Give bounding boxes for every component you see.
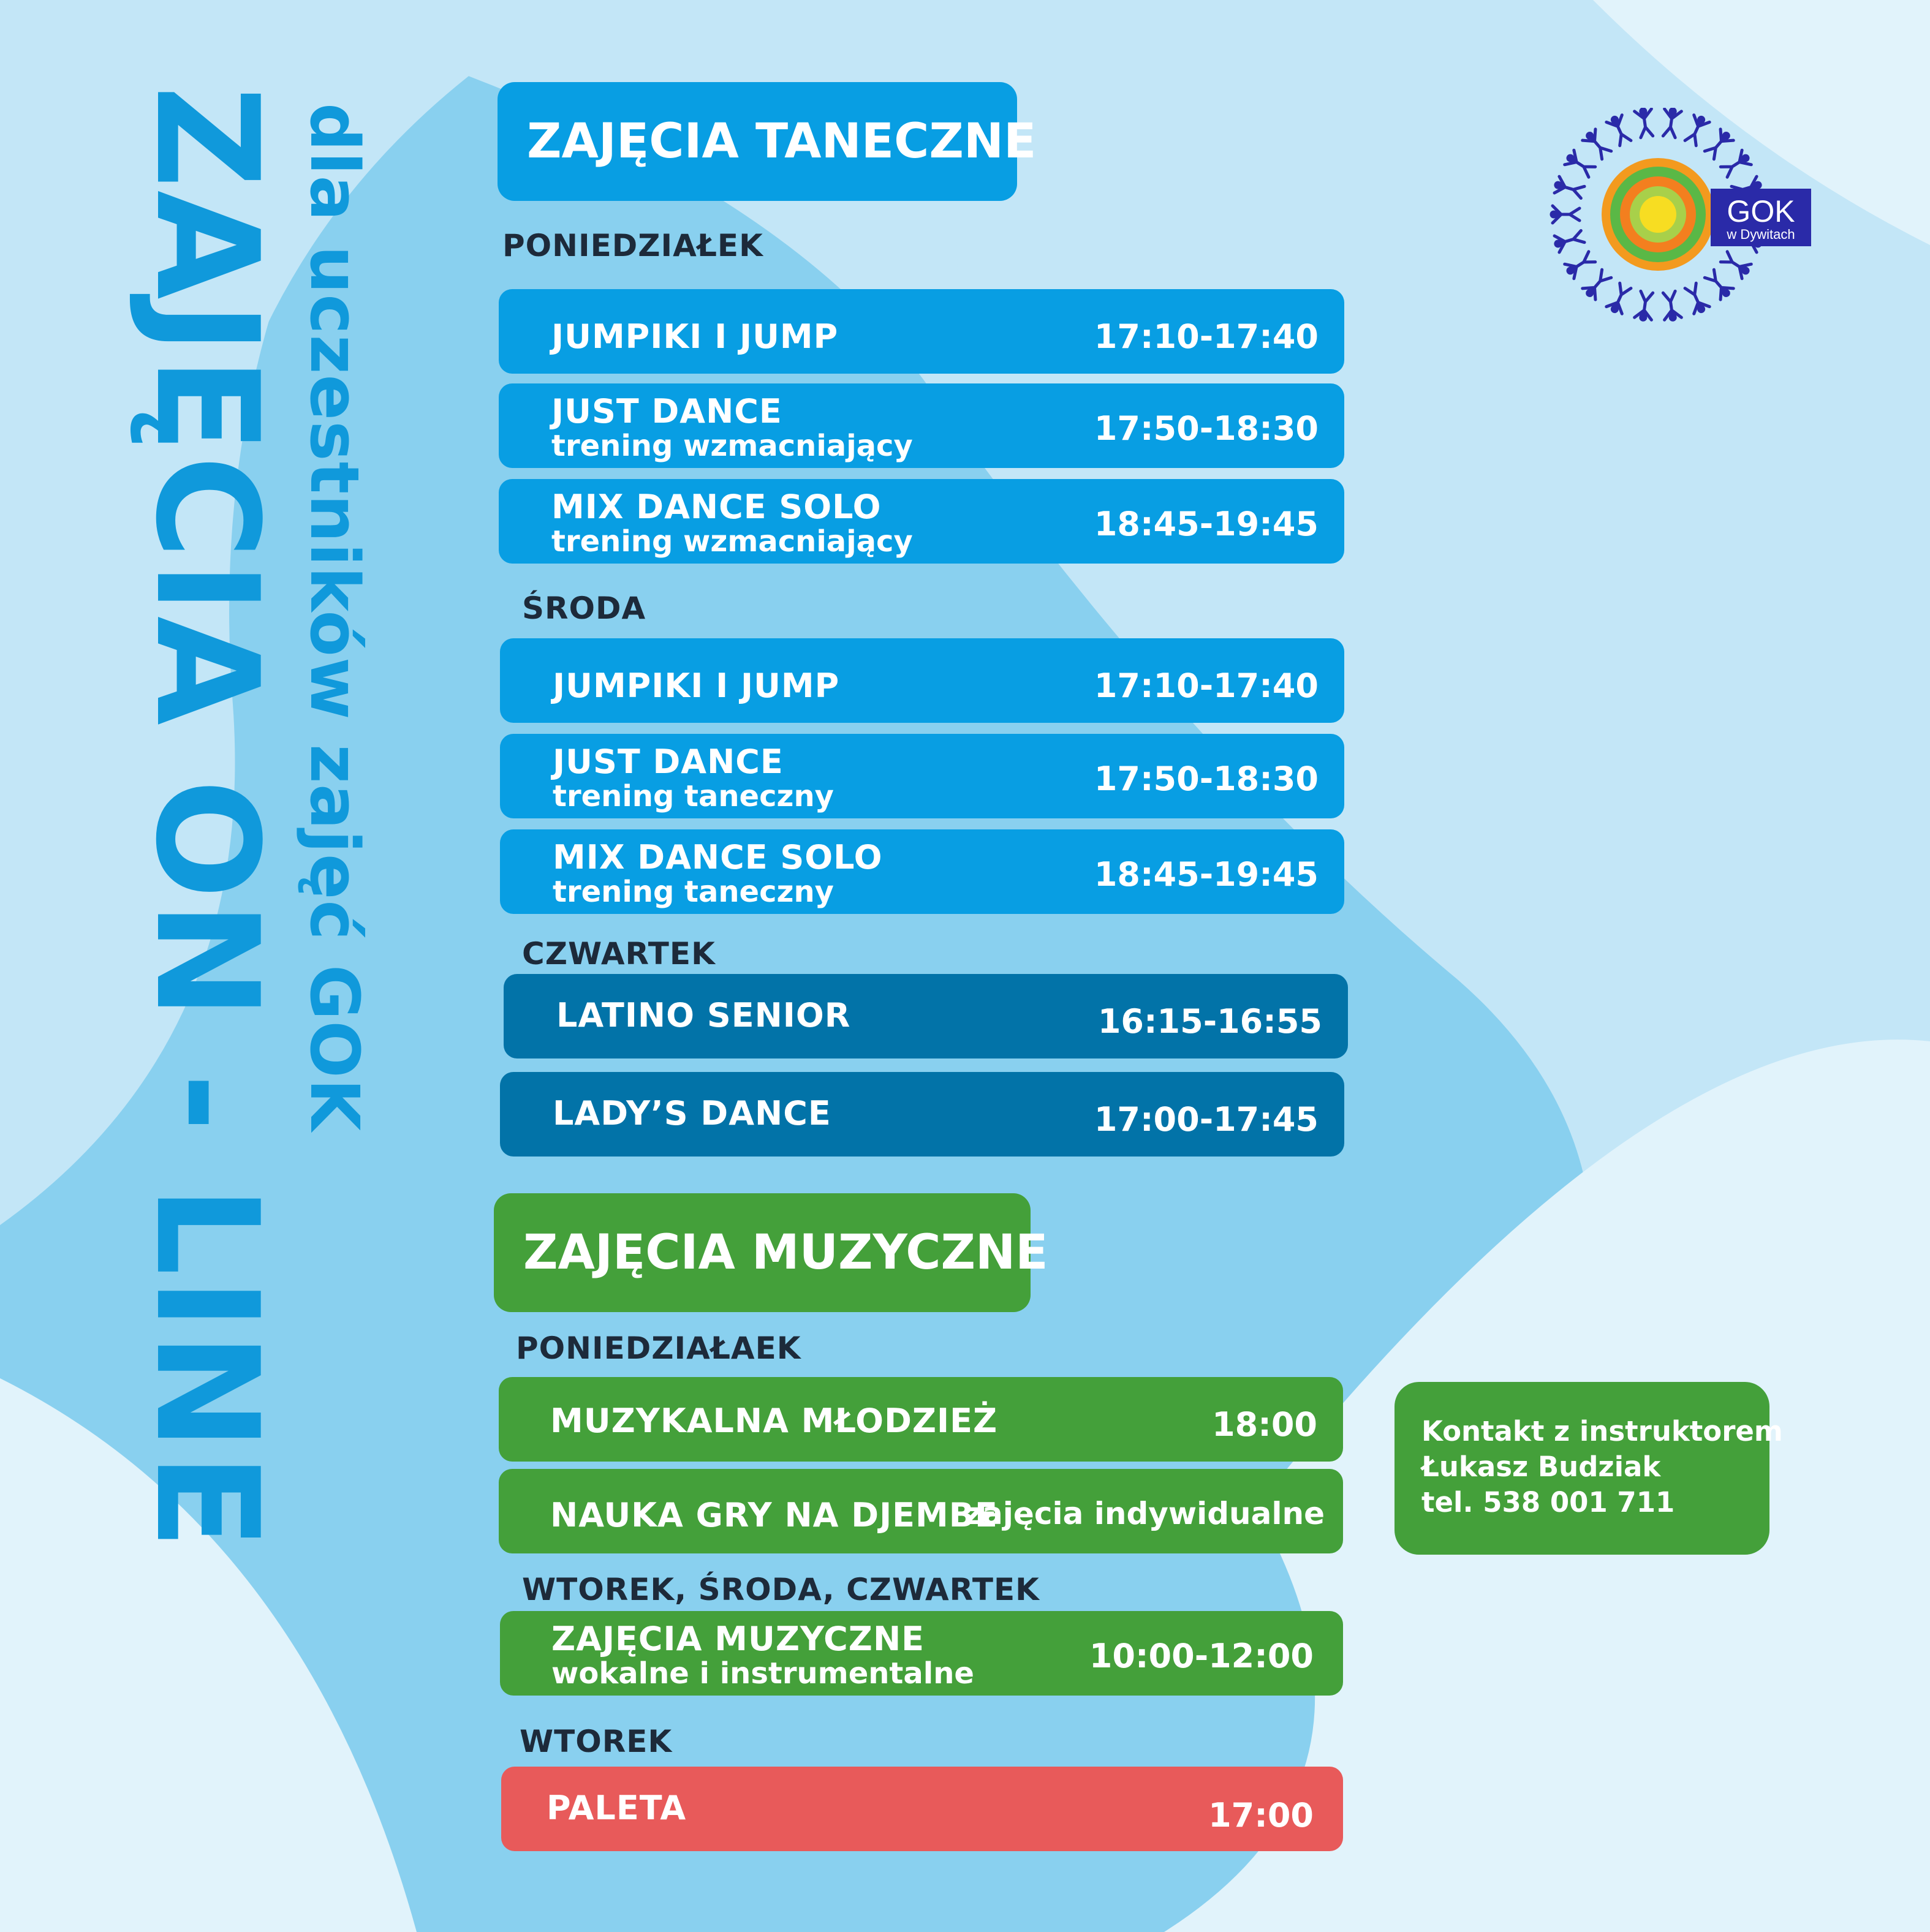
contact-heading: Kontakt z instruktorem [1421, 1415, 1783, 1447]
activity-name: JUST DANCE [553, 742, 784, 781]
dancer-figure [1605, 113, 1633, 146]
activity-time: zajęcia indywidualne [964, 1496, 1325, 1531]
activity-name: LADY’S DANCE [553, 1094, 831, 1133]
activity-time: 17:50-18:30 [1094, 760, 1319, 798]
vertical-title: ZAJĘCIA ON - LINE [124, 86, 288, 1552]
dancer-figure [1562, 149, 1597, 179]
schedule-row[interactable] [504, 974, 1348, 1058]
schedule-row[interactable] [499, 1469, 1343, 1553]
activity-name: JUST DANCE [551, 392, 782, 431]
activity-subtitle: trening taneczny [553, 875, 834, 909]
day-label-monday-music: PONIEDZIAŁAEK [516, 1330, 801, 1366]
activity-time: 17:00-17:45 [1094, 1100, 1319, 1139]
dancer-figure [1562, 249, 1597, 280]
activity-name: JUMPIKI I JUMP [553, 666, 840, 705]
dancer-figure [1552, 176, 1585, 200]
activity-subtitle: trening wzmacniający [551, 524, 913, 559]
dancer-figure [1703, 127, 1735, 161]
activity-time: 17:10-17:40 [1094, 317, 1319, 356]
activity-time: 17:00 [1208, 1796, 1314, 1835]
activity-name: NAUKA GRY NA DJEMBE [550, 1496, 998, 1534]
dancer-figure [1550, 206, 1580, 223]
dancer-figure [1682, 113, 1710, 146]
schedule-row[interactable] [500, 829, 1344, 914]
dancer-figure [1581, 268, 1613, 302]
activity-time: 16:15-16:55 [1097, 1002, 1322, 1041]
logo-subtext: w Dywitach [1727, 227, 1795, 242]
dancer-figure [1719, 249, 1754, 280]
activity-name: ZAJĘCIA MUZYCZNE [551, 1620, 925, 1658]
schedule-row[interactable] [500, 1072, 1344, 1157]
dancer-figure [1605, 282, 1633, 316]
dancer-figure [1660, 291, 1682, 322]
schedule-row[interactable] [499, 289, 1344, 374]
gok-logo [1544, 108, 1814, 328]
contact-instructor-name: Łukasz Budziak [1421, 1451, 1661, 1483]
activity-subtitle: wokalne i instrumentalne [551, 1656, 974, 1691]
music-section-header: ZAJĘCIA MUZYCZNE [494, 1193, 1031, 1312]
day-label-monday: PONIEDZIAŁEK [502, 228, 763, 263]
contact-box [1395, 1382, 1783, 1555]
schedule-row[interactable] [500, 1611, 1343, 1696]
day-label-wednesday: ŚRODA [522, 591, 646, 626]
logo-text: GOK [1727, 194, 1795, 228]
activity-time: 18:45-19:45 [1094, 855, 1319, 894]
gok-logo-graphic [1544, 108, 1814, 328]
activity-time: 10:00-12:00 [1089, 1637, 1314, 1675]
day-label-tue-wed-thu: WTOREK, ŚRODA, CZWARTEK [522, 1572, 1040, 1607]
schedule-row[interactable] [501, 1767, 1343, 1851]
activity-name: MIX DANCE SOLO [551, 488, 882, 526]
dance-section-header: ZAJĘCIA TANECZNE [498, 82, 1017, 201]
dancer-figure [1703, 268, 1735, 302]
dancer-figure [1634, 108, 1656, 138]
activity-subtitle: trening wzmacniający [551, 429, 913, 463]
dancer-figure [1634, 291, 1656, 322]
dancer-figure [1719, 149, 1754, 179]
schedule-row[interactable] [500, 638, 1344, 723]
dancer-figure [1552, 228, 1585, 253]
schedule-row[interactable] [499, 1377, 1343, 1462]
activity-name: MUZYKALNA MŁODZIEŻ [550, 1402, 998, 1440]
activity-name: LATINO SENIOR [556, 996, 851, 1035]
activity-time: 18:45-19:45 [1094, 505, 1319, 543]
activity-subtitle: trening taneczny [553, 779, 834, 813]
schedule-row[interactable] [499, 479, 1344, 564]
dancer-figure [1682, 282, 1710, 316]
dancer-figure [1660, 108, 1682, 138]
day-label-tuesday: WTOREK [520, 1724, 673, 1759]
day-label-thursday: CZWARTEK [522, 936, 716, 972]
activity-name: MIX DANCE SOLO [553, 838, 883, 877]
vertical-subtitle: dla uczestników zajęć GOK [295, 103, 374, 1131]
schedule-row[interactable] [500, 734, 1344, 818]
schedule-row[interactable] [499, 383, 1344, 468]
activity-time: 17:50-18:30 [1094, 409, 1319, 448]
activity-name: JUMPIKI I JUMP [551, 317, 839, 356]
activity-name: PALETA [547, 1789, 687, 1827]
contact-phone[interactable]: tel. 538 001 711 [1421, 1486, 1675, 1519]
activity-time: 18:00 [1212, 1405, 1317, 1444]
activity-time: 17:10-17:40 [1094, 666, 1319, 705]
dancer-figure [1581, 127, 1613, 161]
